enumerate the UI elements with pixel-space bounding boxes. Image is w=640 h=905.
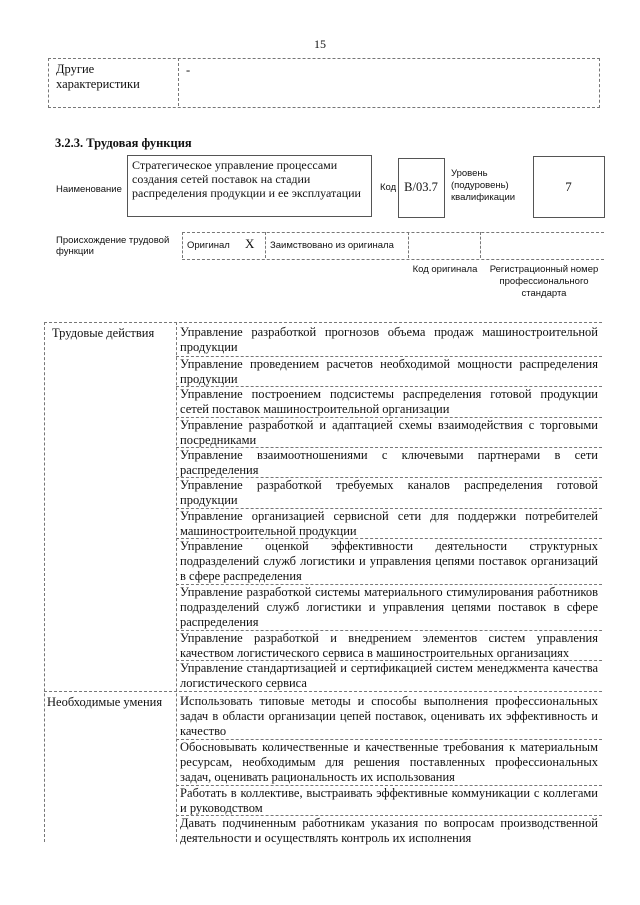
function-code: B/03.7 [404,180,438,194]
origin-divider [265,232,266,258]
origin-label: Происхождение трудовой функции [56,235,170,257]
code-label: Код [380,182,397,193]
actions-row: Управление разработкой и адаптацией схемы взаимодействия с торговыми посредниками [180,418,598,447]
row-divider [176,538,602,539]
actions-row: Управление проведением расчетов необходимой мощности распределения продукции [180,357,598,386]
row-divider [176,447,602,448]
table-border [44,691,602,692]
table-border [44,322,602,323]
qualification-level: 7 [565,179,572,194]
row-divider [176,785,602,786]
actions-row: Управление оценкой эффективности деятельности структурных подразделений служб логистики и управления цепями поставок организаций в сфере распределения [180,539,598,583]
actions-row: Управление разработкой требуемых каналов распределения готовой продукции [180,478,598,507]
actions-row: Управление разработкой системы материального стимулирования работников подразделений служб логистики и управления цепями поставок в сфере распределения [180,585,598,629]
original-label: Оригинал [187,240,230,251]
actions-row: Управление разработкой прогнозов объема продаж машиностроительной продукции [180,325,598,354]
actions-row: Управление стандартизацией и сертификацией систем менеджмента качества логистического сервиса [180,661,598,690]
row-divider [176,660,602,661]
function-name: Стратегическое управление процессами создания сетей поставок на стадии распределения продукции и ее эксплуатации [132,158,361,200]
origin-divider [408,232,409,258]
row-divider [176,508,602,509]
page-number: 15 [314,37,326,51]
skills-row: Давать подчиненным работникам указания по вопросам производственной деятельности и осуществлять контроль их исполнения [180,816,598,845]
skills-row: Работать в коллективе, выстраивать эффективные коммуникации с коллегами и руководством [180,786,598,815]
row-divider [176,739,602,740]
original-mark: X [245,236,255,251]
reg-number-label: Регистрационный номер профессионального стандарта [489,264,599,299]
row-divider [176,630,602,631]
row-divider [176,477,602,478]
borrowed-label: Заимствовано из оригинала [270,240,394,251]
code-original-label: Код оригинала [412,264,478,275]
row-divider [176,815,602,816]
table-border [44,322,45,842]
skills-label: Необходимые умения [47,695,163,709]
level-label: Уровень (подуровень) квалификации [451,168,516,203]
table-border [176,322,177,842]
origin-divider [182,232,183,258]
other-characteristics-value: - [186,63,191,77]
actions-row: Управление организацией сервисной сети для поддержки потребителей машиностроительной продукции [180,509,598,538]
actions-row: Управление разработкой и внедрением элементов систем управления качеством логистического сервиса в машиностроительных организациях [180,631,598,660]
origin-divider [480,232,481,258]
skills-row: Обосновывать количественные и качественные требования к материальным ресурсам, необходимым для решения поставленных профессиональных задач, оценивать рациональность их использования [180,740,598,784]
row-divider [176,356,602,357]
table-divider [178,58,179,106]
row-divider [176,584,602,585]
actions-label: Трудовые действия [52,326,155,340]
row-divider [176,386,602,387]
row-divider [176,417,602,418]
other-characteristics-label: Другие характеристики [56,62,140,91]
skills-row: Использовать типовые методы и способы выполнения профессиональных задач в области организации цепей поставок, оценивать их эффективность и качество [180,694,598,738]
section-title: 3.2.3. Трудовая функция [55,136,192,150]
actions-row: Управление взаимоотношениями с ключевыми партнерами в сети распределения [180,448,598,477]
actions-row: Управление построением подсистемы распределения готовой продукции сетей поставок машиностроительной организации [180,387,598,416]
name-label: Наименование [56,184,122,195]
